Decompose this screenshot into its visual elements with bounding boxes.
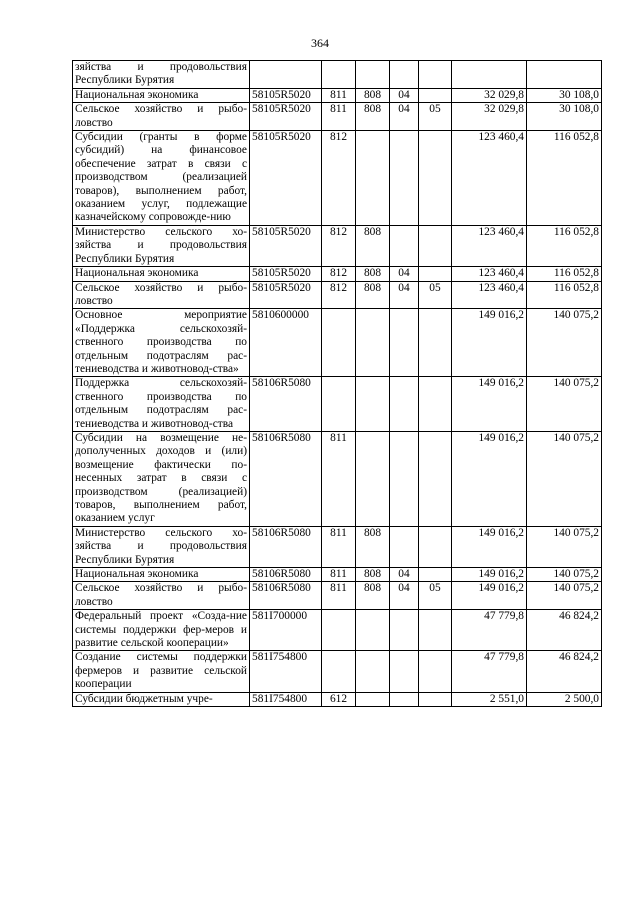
section-cell: 04 (390, 568, 419, 582)
target-article-code-cell: 58106R5080 (250, 431, 322, 526)
amount-year1-cell: 123 460,4 (452, 267, 527, 281)
chapter-cell: 808 (356, 103, 390, 131)
subsection-cell (419, 431, 452, 526)
section-cell (390, 526, 419, 567)
chapter-cell (356, 377, 390, 432)
row-name-cell: Национальная экономика (73, 267, 250, 281)
target-article-code-cell: 58105R5020 (250, 131, 322, 226)
chapter-cell: 808 (356, 568, 390, 582)
subsection-cell (419, 309, 452, 377)
chapter-cell (356, 309, 390, 377)
row-name-cell: Субсидии (гранты в форме субсидий) на финансовое обеспечение затрат в связи с производством (реализацией товаров), выполнением работ, оказанием услуг, подлежащие казначейскому сопровожде-нию (73, 131, 250, 226)
row-name-cell: Основное мероприятие «Поддержка сельскохозяй-ственного производства по отдельным подотраслям рас-тениеводства и животновод-ства» (73, 309, 250, 377)
row-name-cell: Сельское хозяйство и рыбо-ловство (73, 103, 250, 131)
subsection-cell (419, 61, 452, 89)
subsection-cell (419, 225, 452, 266)
row-name-cell: Федеральный проект «Созда-ние системы поддержки фер-меров и развитие сельской кооперации» (73, 610, 250, 651)
chapter-cell: 808 (356, 281, 390, 309)
subsection-cell (419, 651, 452, 692)
chapter-cell (356, 131, 390, 226)
amount-year2-cell: 116 052,8 (527, 267, 602, 281)
chapter-cell (356, 692, 390, 706)
expense-type-cell (322, 610, 356, 651)
target-article-code-cell: 58106R5080 (250, 377, 322, 432)
amount-year1-cell: 2 551,0 (452, 692, 527, 706)
target-article-code-cell: 58106R5080 (250, 526, 322, 567)
amount-year1-cell: 149 016,2 (452, 377, 527, 432)
section-cell (390, 225, 419, 266)
expense-type-cell (322, 61, 356, 89)
expense-type-cell (322, 377, 356, 432)
amount-year2-cell: 46 824,2 (527, 610, 602, 651)
amount-year2-cell: 140 075,2 (527, 582, 602, 610)
target-article-code-cell: 5810600000 (250, 309, 322, 377)
expense-type-cell (322, 309, 356, 377)
chapter-cell (356, 610, 390, 651)
section-cell (390, 309, 419, 377)
amount-year1-cell: 123 460,4 (452, 281, 527, 309)
subsection-cell (419, 88, 452, 102)
target-article-code-cell: 58106R5080 (250, 582, 322, 610)
section-cell: 04 (390, 267, 419, 281)
row-name-cell: Создание системы поддержки фермеров и развитие сельской кооперации (73, 651, 250, 692)
chapter-cell: 808 (356, 88, 390, 102)
table-row (73, 61, 602, 89)
row-name-cell: Субсидии на возмещение не-дополученных доходов и (или) возмещение фактически по-несенных затрат в связи с производством (реализацией) товаров, выполнением работ, оказанием услуг (73, 431, 250, 526)
target-article-code-cell: 581I700000 (250, 610, 322, 651)
subsection-cell (419, 610, 452, 651)
chapter-cell (356, 431, 390, 526)
amount-year1-cell: 47 779,8 (452, 610, 527, 651)
amount-year1-cell: 32 029,8 (452, 88, 527, 102)
table-row (73, 568, 602, 582)
table-row (73, 377, 602, 432)
amount-year1-cell: 149 016,2 (452, 582, 527, 610)
expense-type-cell: 811 (322, 103, 356, 131)
chapter-cell (356, 651, 390, 692)
subsection-cell (419, 267, 452, 281)
amount-year1-cell: 123 460,4 (452, 225, 527, 266)
table-row (73, 267, 602, 281)
chapter-cell: 808 (356, 582, 390, 610)
chapter-cell: 808 (356, 225, 390, 266)
subsection-cell (419, 568, 452, 582)
expense-type-cell: 812 (322, 131, 356, 226)
table-row (73, 526, 602, 567)
section-cell: 04 (390, 281, 419, 309)
expense-type-cell: 812 (322, 267, 356, 281)
row-name-cell: Поддержка сельскохозяй-ственного производства по отдельным подотраслям рас-тениеводства и животновод-ства (73, 377, 250, 432)
table-row (73, 131, 602, 226)
expense-type-cell: 811 (322, 568, 356, 582)
table-row (73, 225, 602, 266)
amount-year2-cell: 30 108,0 (527, 88, 602, 102)
row-name-cell: Сельское хозяйство и рыбо-ловство (73, 582, 250, 610)
expense-type-cell (322, 651, 356, 692)
section-cell (390, 431, 419, 526)
row-name-cell: Сельское хозяйство и рыбо-ловство (73, 281, 250, 309)
amount-year1-cell: 123 460,4 (452, 131, 527, 226)
row-name-cell: Министерство сельского хо-зяйства и продовольствия Республики Бурятия (73, 526, 250, 567)
expense-type-cell: 811 (322, 88, 356, 102)
section-cell (390, 131, 419, 226)
row-name-cell: зяйства и продовольствия Республики Бурятия (73, 61, 250, 89)
expense-type-cell: 612 (322, 692, 356, 706)
chapter-cell: 808 (356, 526, 390, 567)
table-row (73, 692, 602, 706)
section-cell: 04 (390, 88, 419, 102)
row-name-cell: Субсидии бюджетным учре- (73, 692, 250, 706)
target-article-code-cell: 581I754800 (250, 692, 322, 706)
amount-year1-cell: 149 016,2 (452, 526, 527, 567)
subsection-cell: 05 (419, 103, 452, 131)
amount-year2-cell: 140 075,2 (527, 377, 602, 432)
amount-year1-cell: 47 779,8 (452, 651, 527, 692)
table-row (73, 103, 602, 131)
row-name-cell: Министерство сельского хо-зяйства и продовольствия Республики Бурятия (73, 225, 250, 266)
amount-year1-cell: 32 029,8 (452, 103, 527, 131)
amount-year1-cell: 149 016,2 (452, 309, 527, 377)
amount-year2-cell: 116 052,8 (527, 225, 602, 266)
chapter-cell: 808 (356, 267, 390, 281)
subsection-cell (419, 526, 452, 567)
target-article-code-cell: 581I754800 (250, 651, 322, 692)
amount-year2-cell: 46 824,2 (527, 651, 602, 692)
table-body (73, 61, 602, 707)
target-article-code-cell: 58106R5080 (250, 568, 322, 582)
amount-year2-cell: 116 052,8 (527, 131, 602, 226)
subsection-cell: 05 (419, 582, 452, 610)
target-article-code-cell: 58105R5020 (250, 225, 322, 266)
section-cell (390, 692, 419, 706)
section-cell (390, 610, 419, 651)
amount-year2-cell: 140 075,2 (527, 526, 602, 567)
table-row (73, 651, 602, 692)
target-article-code-cell: 58105R5020 (250, 88, 322, 102)
subsection-cell (419, 692, 452, 706)
amount-year2-cell: 30 108,0 (527, 103, 602, 131)
row-name-cell: Национальная экономика (73, 568, 250, 582)
row-name-cell: Национальная экономика (73, 88, 250, 102)
target-article-code-cell: 58105R5020 (250, 281, 322, 309)
section-cell (390, 61, 419, 89)
table-row (73, 431, 602, 526)
amount-year1-cell: 149 016,2 (452, 431, 527, 526)
table-row (73, 88, 602, 102)
table-row (73, 281, 602, 309)
chapter-cell (356, 61, 390, 89)
amount-year1-cell (452, 61, 527, 89)
expense-type-cell: 812 (322, 281, 356, 309)
budget-table (72, 60, 602, 707)
amount-year2-cell (527, 61, 602, 89)
target-article-code-cell: 58105R5020 (250, 267, 322, 281)
expense-type-cell: 811 (322, 526, 356, 567)
expense-type-cell: 811 (322, 431, 356, 526)
section-cell (390, 651, 419, 692)
target-article-code-cell: 58105R5020 (250, 103, 322, 131)
amount-year2-cell: 140 075,2 (527, 431, 602, 526)
table-row (73, 309, 602, 377)
section-cell: 04 (390, 103, 419, 131)
subsection-cell: 05 (419, 281, 452, 309)
table-row (73, 610, 602, 651)
amount-year2-cell: 116 052,8 (527, 281, 602, 309)
amount-year2-cell: 2 500,0 (527, 692, 602, 706)
expense-type-cell: 812 (322, 225, 356, 266)
subsection-cell (419, 131, 452, 226)
page-number: 364 (311, 36, 329, 50)
table-row (73, 582, 602, 610)
expense-type-cell: 811 (322, 582, 356, 610)
section-cell: 04 (390, 582, 419, 610)
section-cell (390, 377, 419, 432)
amount-year2-cell: 140 075,2 (527, 309, 602, 377)
amount-year1-cell: 149 016,2 (452, 568, 527, 582)
subsection-cell (419, 377, 452, 432)
amount-year2-cell: 140 075,2 (527, 568, 602, 582)
target-article-code-cell (250, 61, 322, 89)
